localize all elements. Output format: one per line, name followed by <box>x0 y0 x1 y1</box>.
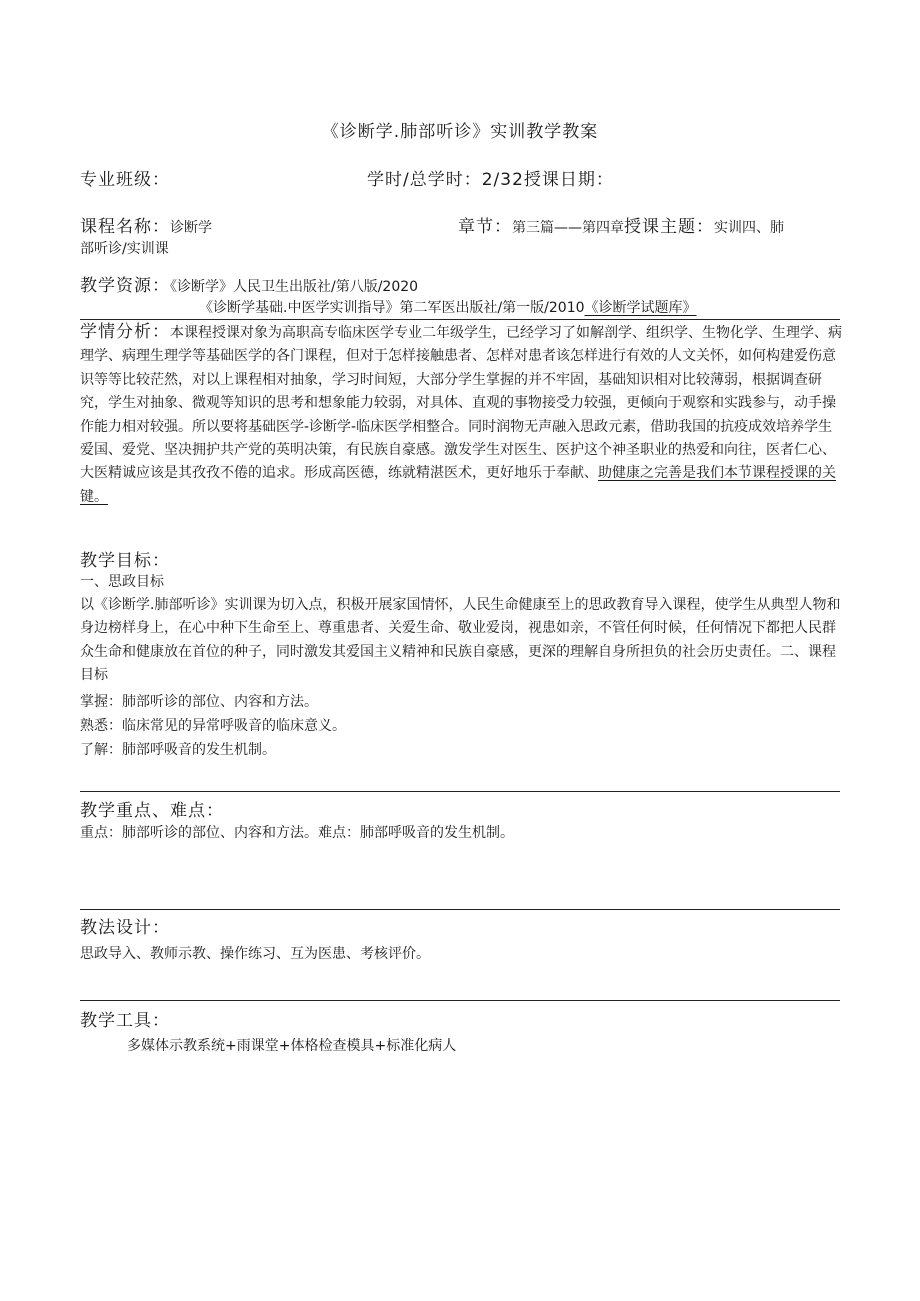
divider <box>80 319 840 320</box>
topic-value: 实训四、肺 <box>714 220 784 236</box>
divider <box>80 909 840 910</box>
resource-line-2 <box>199 297 697 317</box>
analysis-section <box>80 321 842 509</box>
resources-field <box>80 271 418 296</box>
document-title: 《诊断学.肺部听诊》实训教学教案 <box>321 122 599 142</box>
method-label: 教法设计： <box>80 918 170 938</box>
chapter-field <box>458 212 784 237</box>
objective-master: 掌握：肺部听诊的部位、内容和方法。 <box>80 694 318 710</box>
hours-field <box>367 165 614 190</box>
class-label: 专业班级： <box>80 170 170 190</box>
key-points-text: 重点：肺部听诊的部位、内容和方法。难点：肺部呼吸音的发生机制。 <box>80 825 514 841</box>
chapter-value: 第三篇——第四章 <box>512 220 624 236</box>
objectives-text: 以《诊断学.肺部听诊》实训课为切入点，积极开展家国情怀，人民生命健康至上的思政教育导入课程，使学生从典型人物和身边榜样身上，在心中种下生命至上、尊重患者、关爱生命、敬业爱岗，视患如亲，不管任何时候，任何情况下都把人民群众生命和健康放在首位的种子，同时激发其爱国主义精神和民族自豪感，更深的理解自身所担负的社会历史责任。二、课程目标 <box>80 597 841 684</box>
divider <box>80 791 840 792</box>
analysis-text: 本课程授课对象为高职高专临床医学专业二年级学生，已经学习了如解剖学、组织学、生物化学、生理学、病理学、病理生理学等基础医学的各门课程，但对于怎样接触患者、怎样对患者该怎样进行有效的人文关怀，如何构建爱伤意识等等比较茫然，对以上课程相对抽象，学习时间短，大部分学生掌握的并不牢固，基础知识相对比较薄弱，根据调查研究，学生对抽象、微观等知识的思考和想象能力较弱，对具体、直观的事物接受力较强，更倾向于观察和实践参与，动手操作能力相对较强。所以要将基础医学-诊断学-临床医学相整合。同时润物无声融入思政元素，借助我国的抗疫成效培养学生爱国、爱党、坚决拥护共产党的英明决策，有民族自豪感。激发学生对医生、医护这个神圣职业的热爱和向往，医者仁心、大医精诚应该是其孜孜不倦的追求。形成高医德，练就精湛医术，更好地乐于奉献、 <box>80 325 842 482</box>
course-name-field <box>80 212 212 237</box>
course-name-value: 诊断学 <box>170 220 212 236</box>
course-name-label: 课程名称： <box>80 217 170 237</box>
hours-label: 学时/总学时： <box>367 170 482 190</box>
key-points-label: 教学重点、难点： <box>80 801 224 821</box>
ideological-goal-heading: 一、思政目标 <box>80 574 164 590</box>
objectives-label: 教学目标： <box>80 551 170 571</box>
hours-value: 2/32 <box>481 170 524 190</box>
divider <box>80 1000 840 1001</box>
resources-label: 教学资源： <box>80 276 170 296</box>
resource-book-3: 《诊断学试题库》 <box>584 300 697 316</box>
objective-understand: 了解：肺部呼吸音的发生机制。 <box>80 742 276 758</box>
analysis-label: 学情分析： <box>80 322 170 342</box>
date-label: 授课日期： <box>523 170 614 190</box>
method-text: 思政导入、教师示教、操作练习、互为医患、考核评价。 <box>80 946 430 962</box>
resource-line-1: 《诊断学》人民卫生出版社/第八版/2020 <box>170 279 419 295</box>
analysis-text-underlined: 助健康之完善是我们本节课程授课的关键。 <box>80 465 836 505</box>
topic-label: 授课主题： <box>624 217 714 237</box>
tools-label: 教学工具： <box>80 1011 170 1031</box>
chapter-label: 章节： <box>458 217 512 237</box>
topic-value-continued: 部听诊/实训课 <box>80 241 169 257</box>
objective-familiar: 熟悉：临床常见的异常呼吸音的临床意义。 <box>80 718 346 734</box>
resource-book-2: 《诊断学基础.中医学实训指导》第二军医出版社/第一版/2010 <box>199 300 585 316</box>
tools-text: 多媒体示教系统+雨课堂+体格检查模具+标准化病人 <box>127 1038 457 1054</box>
